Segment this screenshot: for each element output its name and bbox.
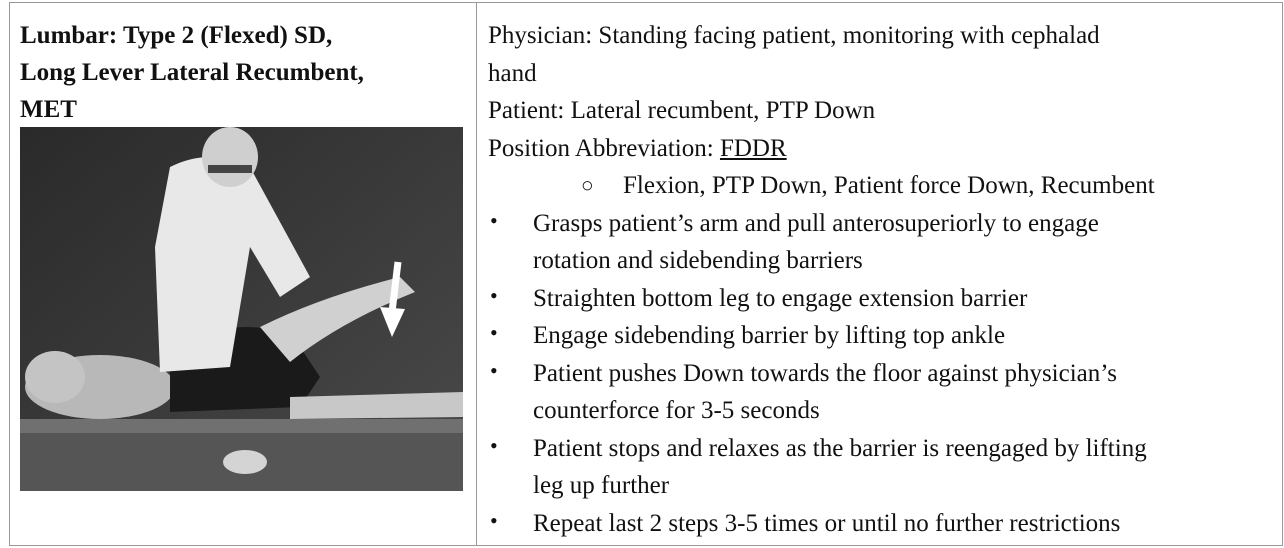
bullet-text: Patient pushes Down towards the floor against physician’s (533, 359, 1117, 387)
technique-photo (20, 127, 463, 491)
patient-line: Patient: Lateral recumbent, PTP Down (488, 97, 876, 124)
list-item (488, 430, 1278, 505)
bullet-text: Repeat last 2 steps 3-5 times or until no further restrictions (533, 509, 1121, 537)
technique-photo-drawing (20, 127, 463, 491)
bullet-icon: • (490, 207, 498, 233)
bullet-text: rotation and sidebending barriers (533, 247, 863, 274)
list-item (488, 280, 1278, 318)
technique-title (20, 17, 470, 128)
list-item (488, 205, 1278, 280)
left-cell (20, 17, 470, 128)
position-label: Position Abbreviation: (488, 134, 720, 162)
sub-list-item (488, 167, 1278, 205)
position-line (488, 130, 1278, 168)
bullet-text: counterforce for 3-5 seconds (533, 397, 820, 424)
list-item (488, 505, 1278, 543)
bullet-text: leg up further (533, 472, 670, 499)
column-divider (476, 3, 477, 545)
list-item (488, 355, 1278, 430)
bullet-icon: • (490, 507, 498, 533)
bullet-icon: • (490, 282, 498, 308)
position-abbreviation: FDDR (719, 134, 787, 162)
title-line: MET (20, 96, 77, 123)
technique-table (9, 2, 1283, 546)
bullet-text: Patient stops and relaxes as the barrier is reengaged by lifting (533, 434, 1147, 462)
physician-line: hand (488, 59, 537, 87)
bullet-text: Straighten bottom leg to engage extension barrier (533, 284, 1028, 312)
hollow-circle-icon: ○ (581, 173, 594, 197)
sub-item-text: Flexion, PTP Down, Patient force Down, Recumbent (623, 172, 1155, 199)
bullet-icon: • (490, 357, 498, 383)
bullet-text: Engage sidebending barrier by lifting top ankle (533, 322, 1006, 349)
list-item (488, 317, 1278, 355)
right-cell (488, 17, 1278, 542)
physician-line: Physician: Standing facing patient, monitoring with cephalad (488, 22, 1100, 49)
bullet-text: Grasps patient’s arm and pull anterosuperiorly to engage (533, 209, 1099, 237)
title-line: Long Lever Lateral Recumbent, (20, 59, 364, 86)
bullet-icon: • (490, 320, 498, 345)
title-line: Lumbar: Type 2 (Flexed) SD, (20, 22, 333, 49)
bullet-icon: • (490, 432, 498, 458)
